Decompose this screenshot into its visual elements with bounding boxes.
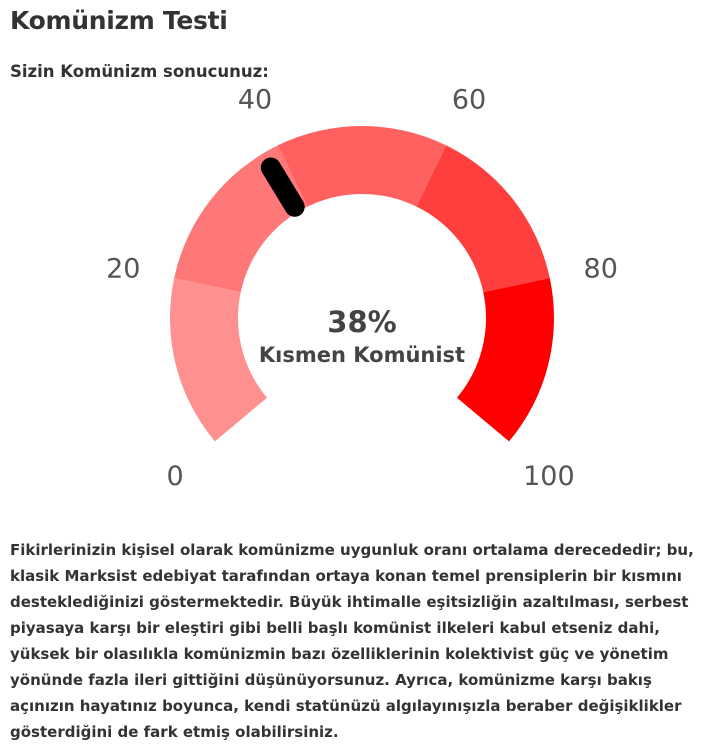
- gauge-tick-label-100: 100: [523, 460, 575, 492]
- gauge-tick-label-60: 60: [451, 84, 487, 116]
- gauge-segment-0-20: [170, 278, 267, 441]
- gauge-segment-20-40: [174, 145, 307, 292]
- gauge-category-label: Kısmen Komünist: [258, 343, 466, 367]
- result-description: Fikirlerinizin kişisel olarak komünizme uygunluk oranı ortalama derecededir; bu, klasik Marksist edebiyat tarafından ortaya konan temel prensiplerin bir kısmını desteklediğinizi göstermektedir. Büyük ihtimalle eşitsizliğin azaltılması, serbest piyasaya karşı bir eleştiri gibi belli başlı komünist ilkeleri kabul etseniz dahi, yüksek bir olasılıkla komünizmin bazı özelliklerinin kolektivist güç ve yönetim yönünde fazla ileri gittiğini düşünüyorsunuz. Ayrıca, komünizme karşı bakış açınızın hayatınız boyunca, kendi statünüzü algılayınışızla beraber değişiklikler gösterdiğini de fark etmiş olabilirsiniz.: [10, 541, 694, 741]
- gauge-segment-60-80: [416, 145, 549, 292]
- gauge-segment-40-60: [278, 126, 446, 207]
- page-title: Komünizm Testi: [10, 6, 228, 35]
- gauge-segments: [170, 126, 554, 441]
- gauge-tick-label-0: 0: [166, 460, 184, 492]
- result-heading: Sizin Komünizm sonucunuz:: [10, 62, 269, 81]
- gauge-tick-label-80: 80: [583, 253, 618, 285]
- gauge-value-label: 38%: [327, 305, 397, 339]
- gauge-segment-80-100: [457, 278, 554, 441]
- gauge-tick-label-20: 20: [106, 253, 141, 285]
- gauge-tick-label-40: 40: [237, 84, 273, 116]
